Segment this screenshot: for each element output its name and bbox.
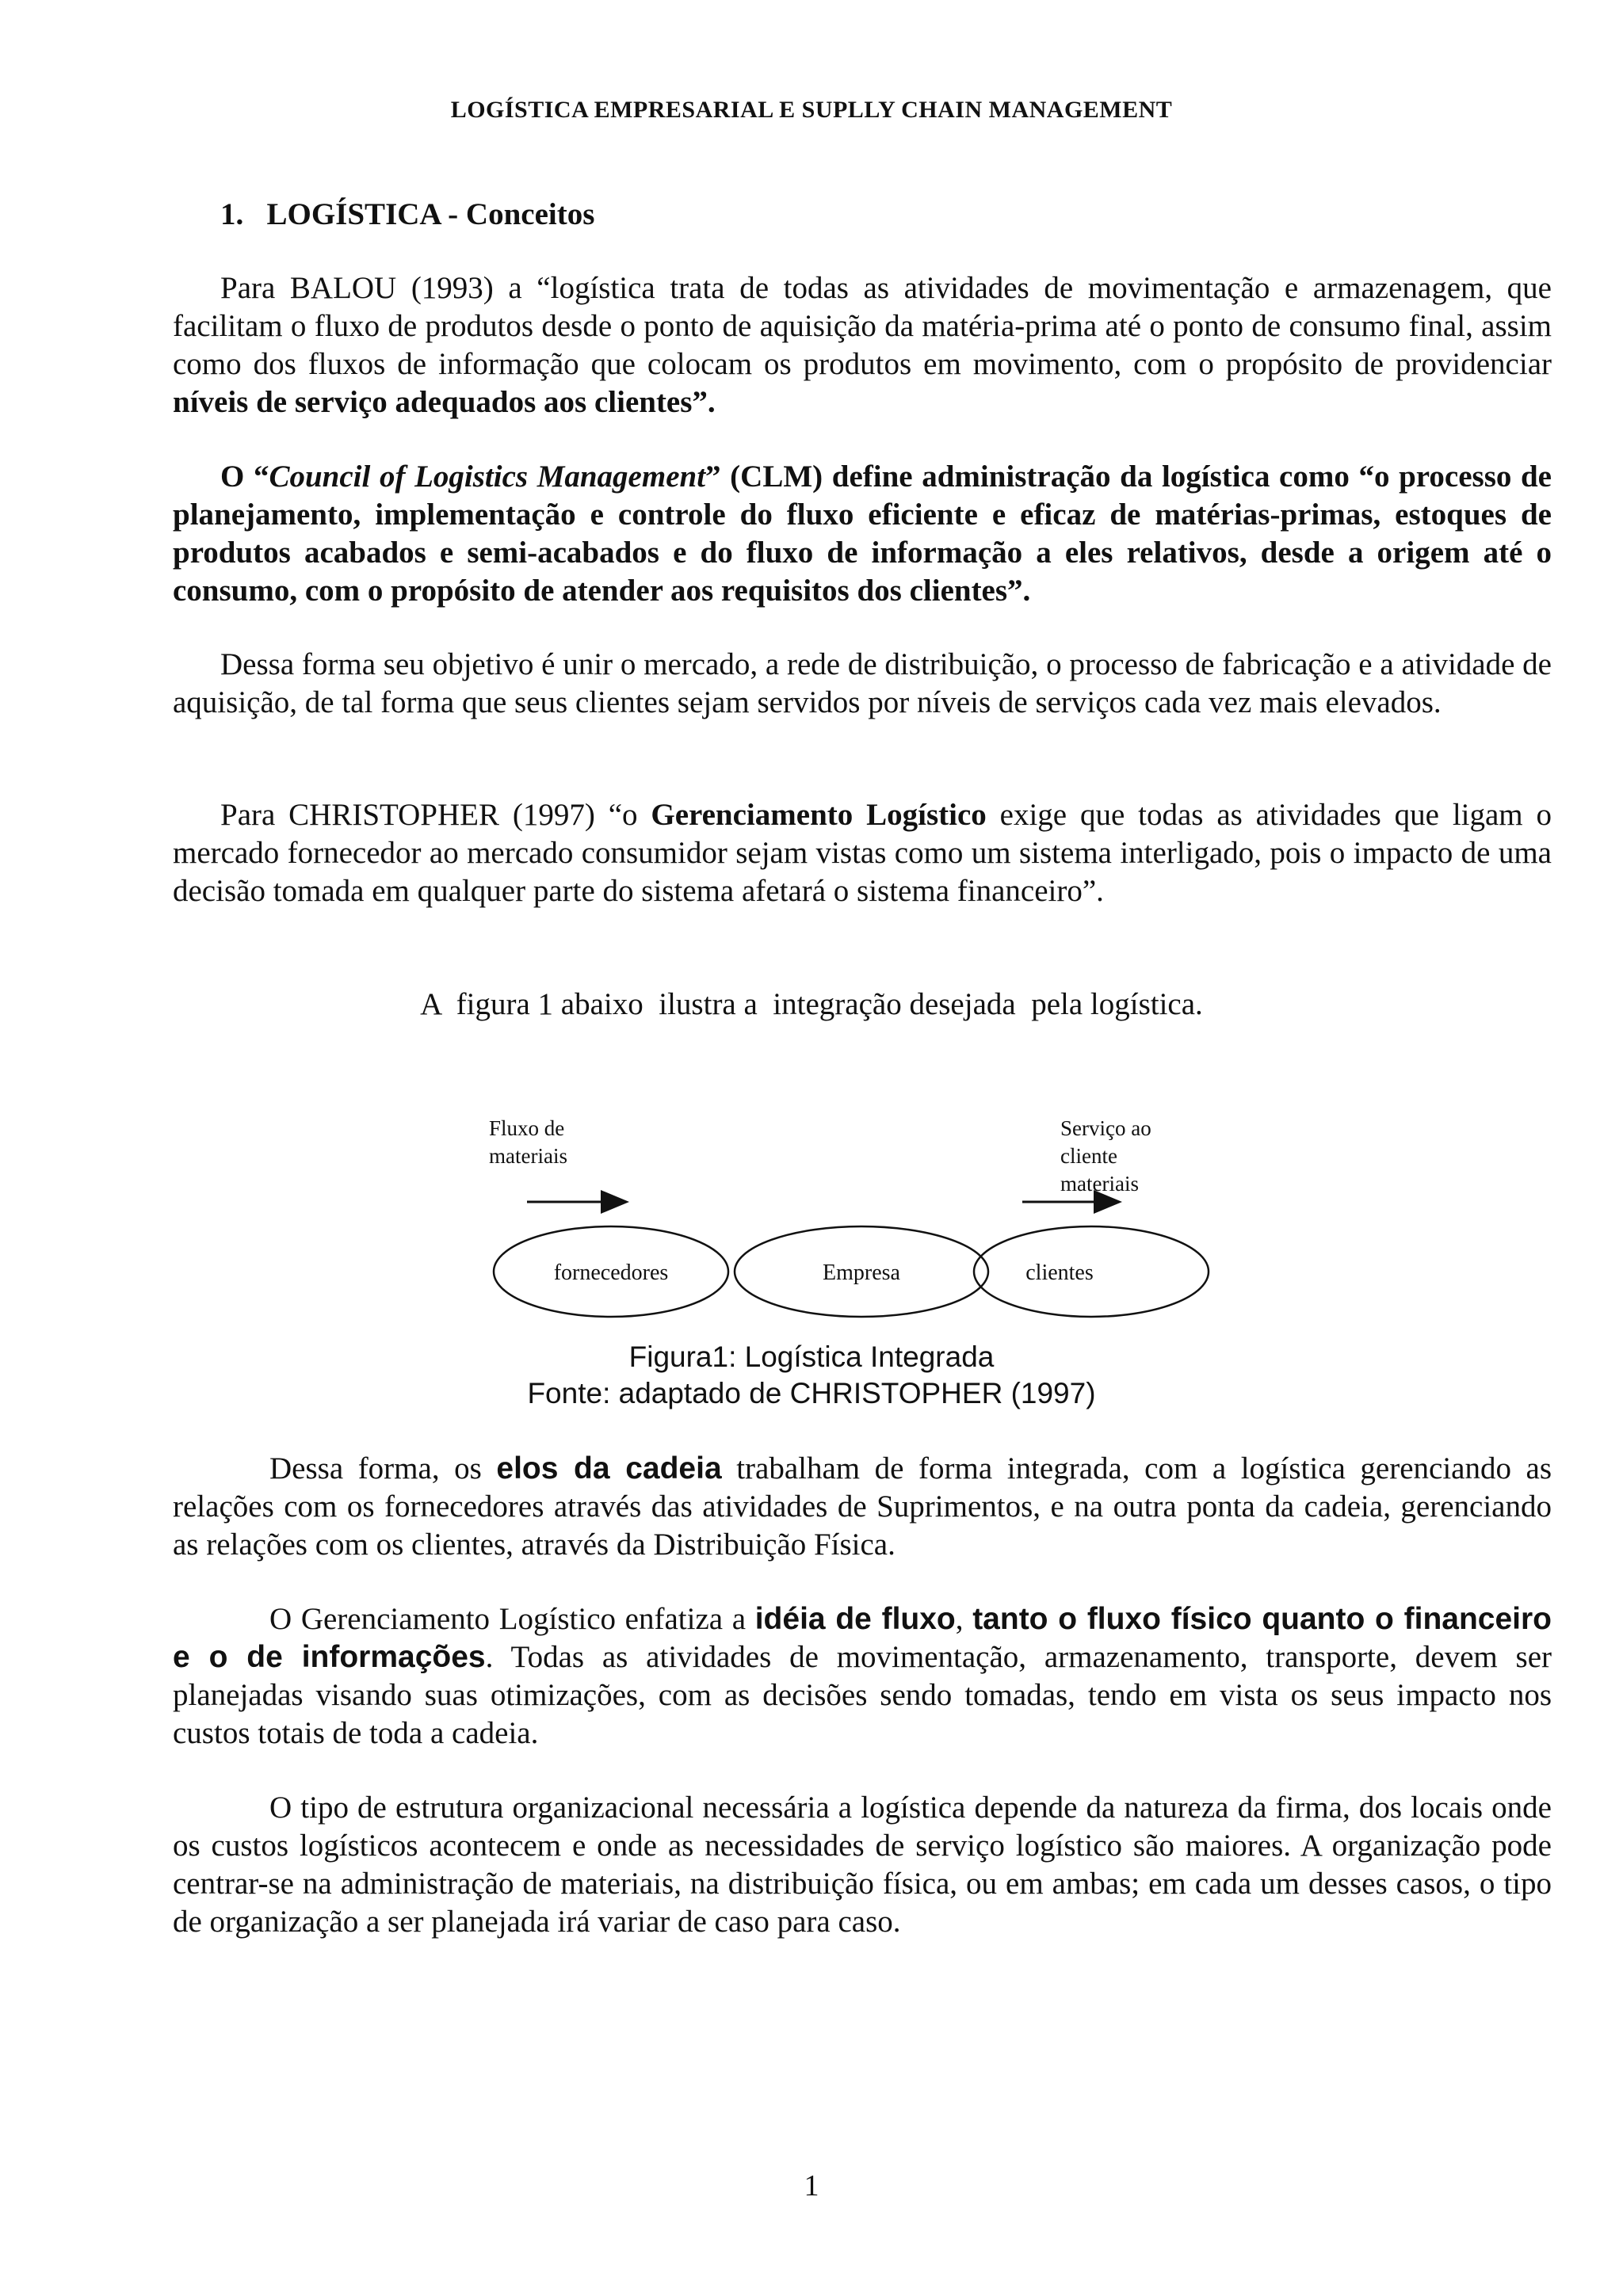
- paragraph-clm: [173, 458, 1552, 610]
- paragraph-text: Para BALOU (1993) a “logística trata de todas as atividades de movimentação e armazenagem, que facilitam o fluxo de produtos desde o ponto de aquisição da matéria-prima até o ponto de consumo final, assim como dos fluxos de informação que colocam os produtos em movimento, com o propósito de providenciar: [173, 271, 1552, 381]
- italic-phrase: Council of Logistics Management: [269, 460, 706, 494]
- paragraph-text: Para CHRISTOPHER (1997) “o: [220, 798, 651, 832]
- bold-phrase: níveis de serviço adequados aos clientes”.: [173, 385, 716, 419]
- page-number: 1: [804, 2169, 819, 2203]
- bold-phrase: Gerenciamento Logístico: [651, 798, 987, 832]
- right-flow-label-line3: materiais: [1060, 1172, 1139, 1196]
- figure-source: Fonte: adaptado de CHRISTOPHER (1997): [527, 1377, 1096, 1409]
- figure-caption: Figura1: Logística Integrada: [628, 1341, 995, 1373]
- node-label-empresa: Empresa: [823, 1261, 900, 1285]
- paragraph-estrutura: O tipo de estrutura organizacional necessária a logística depende da natureza da firma, dos locais onde os custos logísticos acontecem e onde as necessidades de serviço logístico são maiores. A organização pode centrar-se na administração de materiais, na distribuição física, ou em ambas; em cada um desses casos, o tipo de organização a ser planejada irá variar de caso para caso.: [173, 1791, 1552, 1939]
- logistics-diagram: [444, 1105, 1220, 1335]
- paragraph-christopher: [173, 796, 1552, 910]
- figure-caption-block: [0, 1339, 1623, 1412]
- bold-phrase: idéia de fluxo: [754, 1602, 956, 1636]
- paragraph-text: exige que todas as atividades que ligam o mercado fornecedor ao mercado consumidor sejam vistas como um sistema interligado, pois o impacto de uma decisão tomada em qualquer parte do sistema afetará o sistema financeiro”.: [173, 798, 1552, 908]
- bold-phrase: tanto o fluxo físico quanto o financeiro e o de informações: [173, 1602, 1552, 1674]
- paragraph-text: . Todas as atividades de movimentação, armazenamento, transporte, devem ser planejadas visando suas otimizações, com as decisões sendo tomadas, tendo em vista os seus impacto nos custos totais de toda a cadeia.: [173, 1640, 1552, 1750]
- left-flow-label-line2: materiais: [489, 1144, 567, 1168]
- node-label-clientes: clientes: [1025, 1261, 1094, 1285]
- left-flow-label-line1: Fluxo de: [489, 1116, 565, 1140]
- paragraph-text: Dessa forma, os: [269, 1451, 497, 1486]
- node-label-fornecedores: fornecedores: [553, 1261, 669, 1285]
- page-header: LOGÍSTICA EMPRESARIAL E SUPLLY CHAIN MANAGEMENT: [450, 97, 1173, 123]
- paragraph-balou: [173, 269, 1552, 421]
- paragraph-text: O “: [220, 460, 269, 494]
- bold-phrase: elos da cadeia: [496, 1451, 722, 1486]
- paragraph-objetivo: Dessa forma seu objetivo é unir o mercado, a rede de distribuição, o processo de fabricação e a atividade de aquisição, de tal forma que seus clientes sejam servidos por níveis de serviços cada vez mais elevados.: [173, 647, 1552, 719]
- paragraph-text: trabalham de forma integrada, com a logística gerenciando as relações com os fornecedores através das atividades de Suprimentos, e na outra ponta da cadeia, gerenciando as relações com os clientes, através da Distribuição Física.: [173, 1451, 1552, 1562]
- paragraph-text: O Gerenciamento Logístico enfatiza a: [269, 1602, 755, 1636]
- section-title: 1. LOGÍSTICA - Conceitos: [220, 197, 595, 231]
- right-flow-label-line2: cliente: [1060, 1144, 1117, 1168]
- right-flow-label-line1: Serviço ao: [1060, 1116, 1151, 1140]
- paragraph-fluxo: [173, 1600, 1552, 1753]
- figure-intro: A figura 1 abaixo ilustra a integração desejada pela logística.: [420, 987, 1203, 1021]
- paragraph-elos: [173, 1450, 1552, 1564]
- paragraph-text: ” (CLM) define administração da logística como “o processo de planejamento, implementação e controle do fluxo eficiente e eficaz de matérias-primas, estoques de produtos acabados e semi-acabados e do fluxo de informação a eles relativos, desde a origem até o consumo, com o propósito de atender aos requisitos dos clientes”.: [173, 460, 1552, 608]
- paragraph-text: ,: [955, 1602, 973, 1636]
